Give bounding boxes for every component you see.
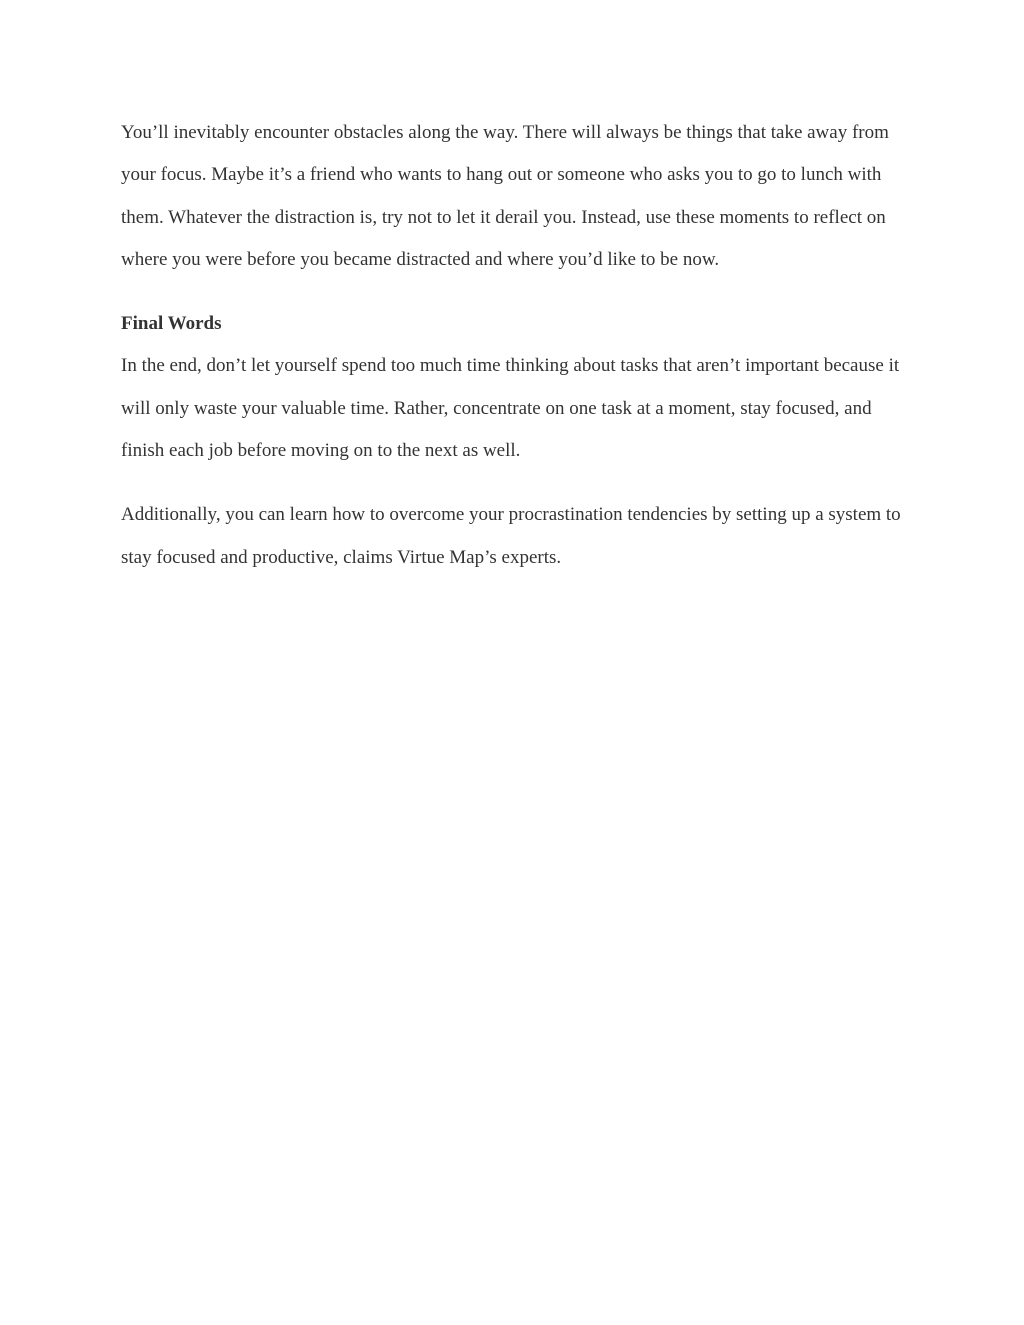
paragraph-additionally: Additionally, you can learn how to overcome your procrastination tendencies by setting up a system to stay focused and productive, claims Virtue Map’s experts. [121, 504, 901, 568]
paragraph-in-the-end: In the end, don’t let yourself spend too much time thinking about tasks that aren’t important because it will only waste your valuable time. Rather, concentrate on one task at a moment, stay focused, and finish each job before moving on to the next as well. [121, 355, 900, 462]
section-heading-final-words: Final Words [121, 313, 222, 335]
paragraph-obstacles: You’ll inevitably encounter obstacles along the way. There will always be things that take away from your focus. Maybe it’s a friend who wants to hang out or someone who asks you to go to lunch with them. Whatever the distraction is, try not to let it derail you. Instead, use these moments to reflect on where you were before you became distracted and where you’d like to be now. [121, 122, 889, 270]
document-body [121, 112, 911, 579]
